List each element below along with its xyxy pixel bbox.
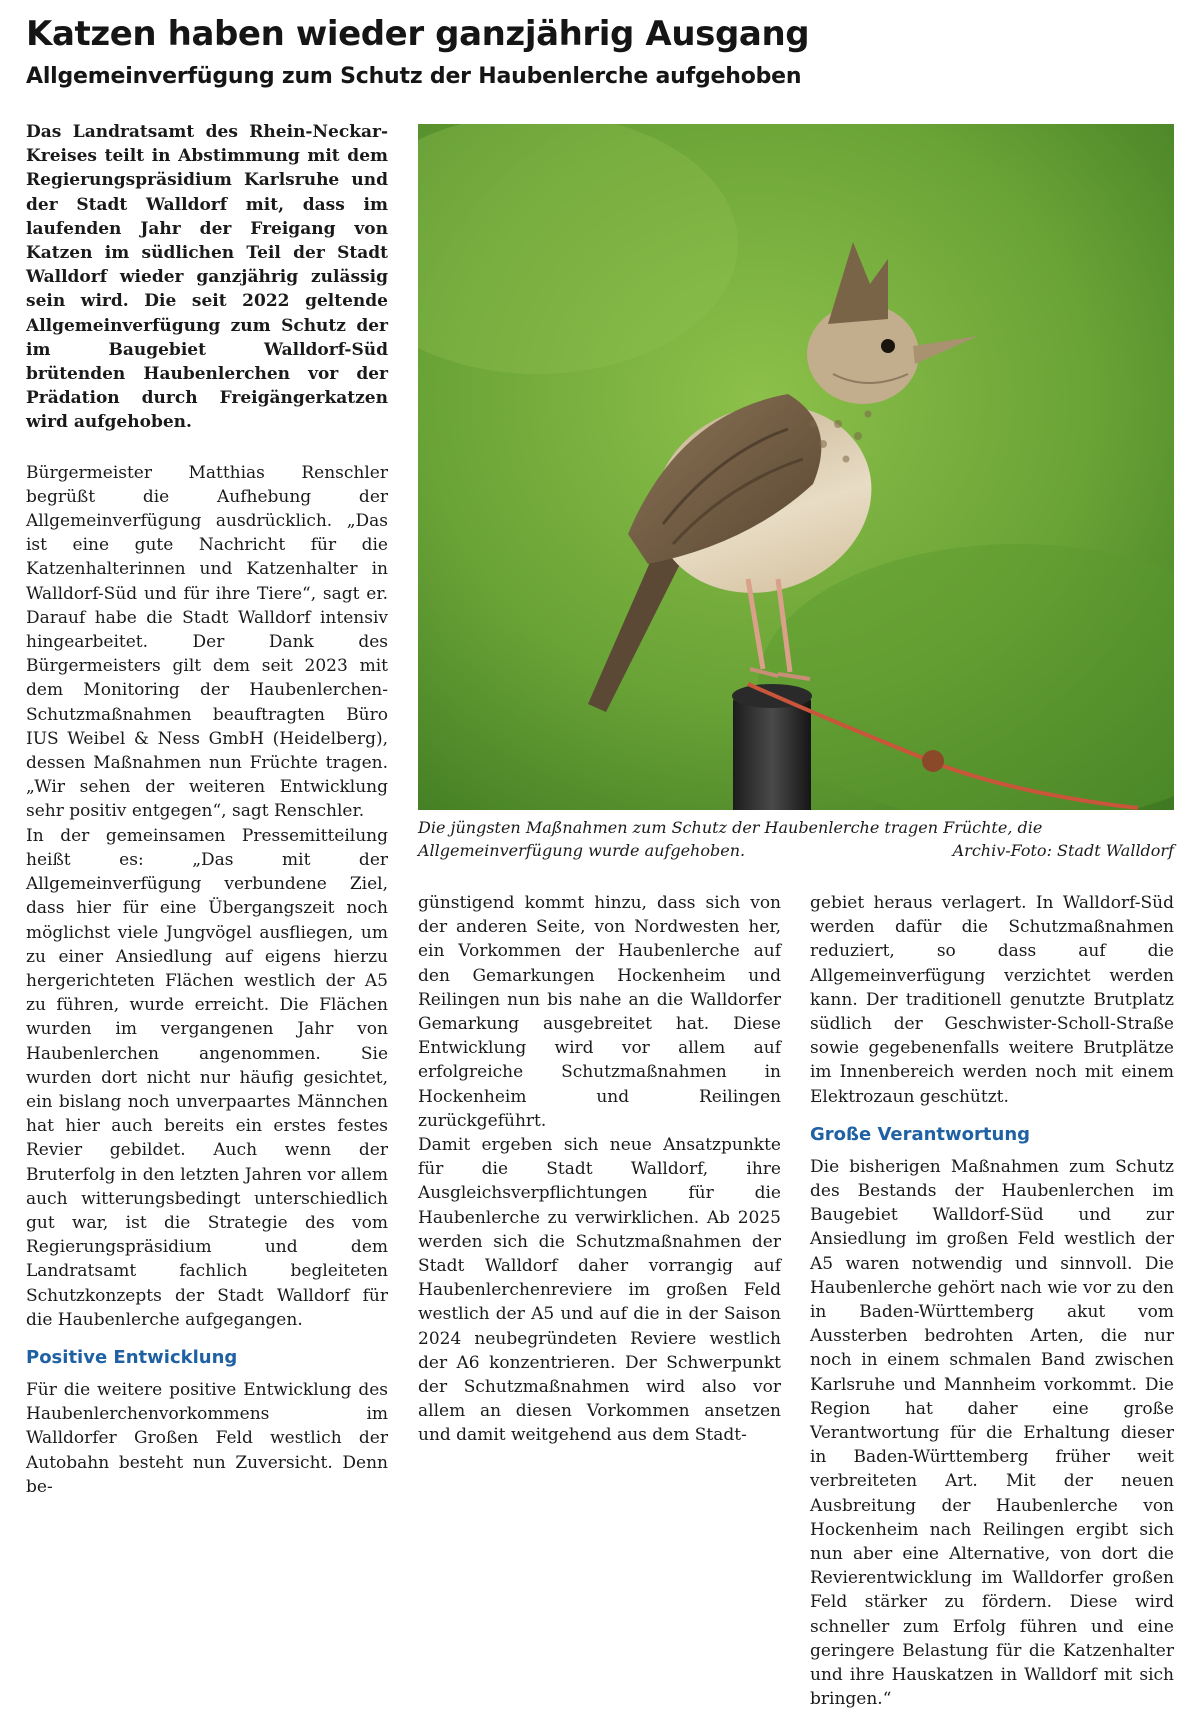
paragraph-outlook-continued: günstigend kommt hinzu, dass sich von der anderen Seite, von Nordwesten her, ein Vorkommen der Haubenlerche auf den Gemarkungen Hockenheim und Reilingen nun bis nahe an die Walldorfer Gemarkung ausgebreitet hat. Diese Entwicklung wird vor allem auf erfolgreiche Schutzmaßnahmen in Hockenheim und Reilingen zurückgeführt. xyxy=(418,893,781,1131)
paragraph-new-approach-continued: gebiet heraus verlagert. In Walldorf-Süd werden dafür die Schutzmaßnahmen reduziert, so dass auf die Allgemeinverfügung verzichtet werden kann. Der traditionell genutzte Brutplatz südlich der Geschwister-Scholl-Straße sowie gegebenenfalls weitere Brutplätze im Innenbereich werden noch mit einem Elektrozaun geschützt. xyxy=(810,893,1174,1107)
caption-text: Die jüngsten Maßnahmen zum Schutz der Haubenlerche tragen Früchte, die Allgemeinverfügung wurde aufgehoben. xyxy=(418,818,1043,860)
column-2 xyxy=(418,891,781,1448)
paragraph-press-release: In der gemeinsamen Pressemitteilung heißt es: „Das mit der Allgemeinverfügung verbundene Ziel, dass hier für eine Übergangszeit noch möglichst viele Jungvögel ausfliegen, um zu einer Ansiedlung auf eigens hierzu hergerichteten Flächen westlich der A5 zu führen, wurde erreicht. Die Flächen wurden im vergangenen Jahr von Haubenlerchen angenommen. Sie wurden dort nicht nur häufig gesichtet, ein bislang noch unverpaartes Männchen hat hier auch bereits ein erstes festes Revier gebildet. Auch wenn der Bruterfolg in den letzten Jahren vor allem auch witterungsbedingt unterschiedlich gut war, ist die Strategie des vom Regierungspräsidium und dem Landratsamt fachlich begleiteten Schutzkonzepts der Stadt Walldorf für die Haubenlerche aufgegangen. xyxy=(26,825,388,1330)
lark-eye xyxy=(881,339,895,353)
subhead-grosse-verantwortung: Große Verantwortung xyxy=(810,1123,1031,1145)
column-1 xyxy=(26,120,388,1499)
lead-paragraph: Das Landratsamt des Rhein-Neckar-Kreises teilt in Abstimmung mit dem Regierungspräsidium Karlsruhe und der Stadt Walldorf mit, dass im laufenden Jahr der Freigang von Katzen im südlichen Teil der Stadt Walldorf wieder ganzjährig zulässig sein wird. Die seit 2022 geltende Allgemeinverfügung zum Schutz der im Baugebiet Walldorf-Süd brütenden Haubenlerchen vor der Prädation durch Freigängerkatzen wird aufgehoben. xyxy=(26,122,388,433)
headline: Katzen haben wieder ganzjährig Ausgang xyxy=(26,14,810,54)
crested-lark-illustration xyxy=(418,124,1174,810)
paragraph-responsibility: Die bisherigen Maßnahmen zum Schutz des Bestands der Haubenlerchen im Baugebiet Walldorf-Süd und zur Ansiedlung im großen Feld westlich der A5 waren notwendig und sinnvoll. Die Haubenlerche gehört nach wie vor zu den in Baden-Württemberg akut vom Aussterben bedrohten Arten, die nur noch in einem schmalen Band zwischen Karlsruhe und Mannheim vorkommt. Die Region hat daher eine große Verantwortung für die Erhaltung dieser in Baden-Württemberg früher weit verbreiteten Art. Mit der neuen Ausbreitung der Haubenlerche von Hockenheim nach Reilingen ergibt sich nun aber eine Alternative, von dort die Revierentwicklung im Walldorfer großen Feld stärker zu fördern. Diese wird schneller zum Erfolg führen und eine geringere Belastung für die Katzenhalter und ihre Hauskatzen in Walldorf mit sich bringen.“ xyxy=(810,1156,1174,1710)
photo-crested-lark xyxy=(418,124,1174,810)
paragraph-mayor: Bürgermeister Matthias Renschler begrüßt die Aufhebung der Allgemeinverfügung ausdrücklich. „Das ist eine gute Nachricht für die Katzenhalterinnen und Katzenhalter in Walldorf-Süd und für ihre Tiere“, sagt er. Darauf habe die Stadt Walldorf intensiv hingearbeitet. Der Dank des Bürgermeisters gilt dem seit 2023 mit dem Monitoring der Haubenlerchen-Schutzmaßnahmen beauftragten Büro IUS Weibel & Ness GmbH (Heidelberg), dessen Maßnahmen nun Früchte tragen. „Wir sehen der weiteren Entwicklung sehr positiv entgegen“, sagt Renschler. xyxy=(26,462,388,822)
photo-caption xyxy=(418,816,1174,862)
subheadline: Allgemeinverfügung zum Schutz der Haubenlerche aufgehoben xyxy=(26,64,802,89)
column-3 xyxy=(810,891,1174,1712)
post xyxy=(733,694,811,810)
paragraph-new-approach: Damit ergeben sich neue Ansatzpunkte für die Stadt Walldorf, ihre Ausgleichsverpflichtungen für die Haubenlerche zu verwirklichen. Ab 2025 werden sich die Schutzmaßnahmen der Stadt Walldorf daher vorrangig auf Haubenlerchenreviere im großen Feld westlich der A5 und auf die in der Saison 2024 neubegründeten Reviere westlich der A6 konzentrieren. Der Schwerpunkt der Schutzmaßnahmen wird also vor allem an diesen Vorkommen ansetzen und damit weitgehend aus dem Stadt- xyxy=(418,1135,781,1446)
subhead-positive-entwicklung: Positive Entwicklung xyxy=(26,1346,238,1368)
photo-credit: Archiv-Foto: Stadt Walldorf xyxy=(952,841,1174,860)
paragraph-outlook-start: Für die weitere positive Entwicklung des Haubenlerchenvorkommens im Walldorfer Großen Feld westlich der Autobahn besteht nun Zuversicht. Denn be- xyxy=(26,1379,388,1497)
